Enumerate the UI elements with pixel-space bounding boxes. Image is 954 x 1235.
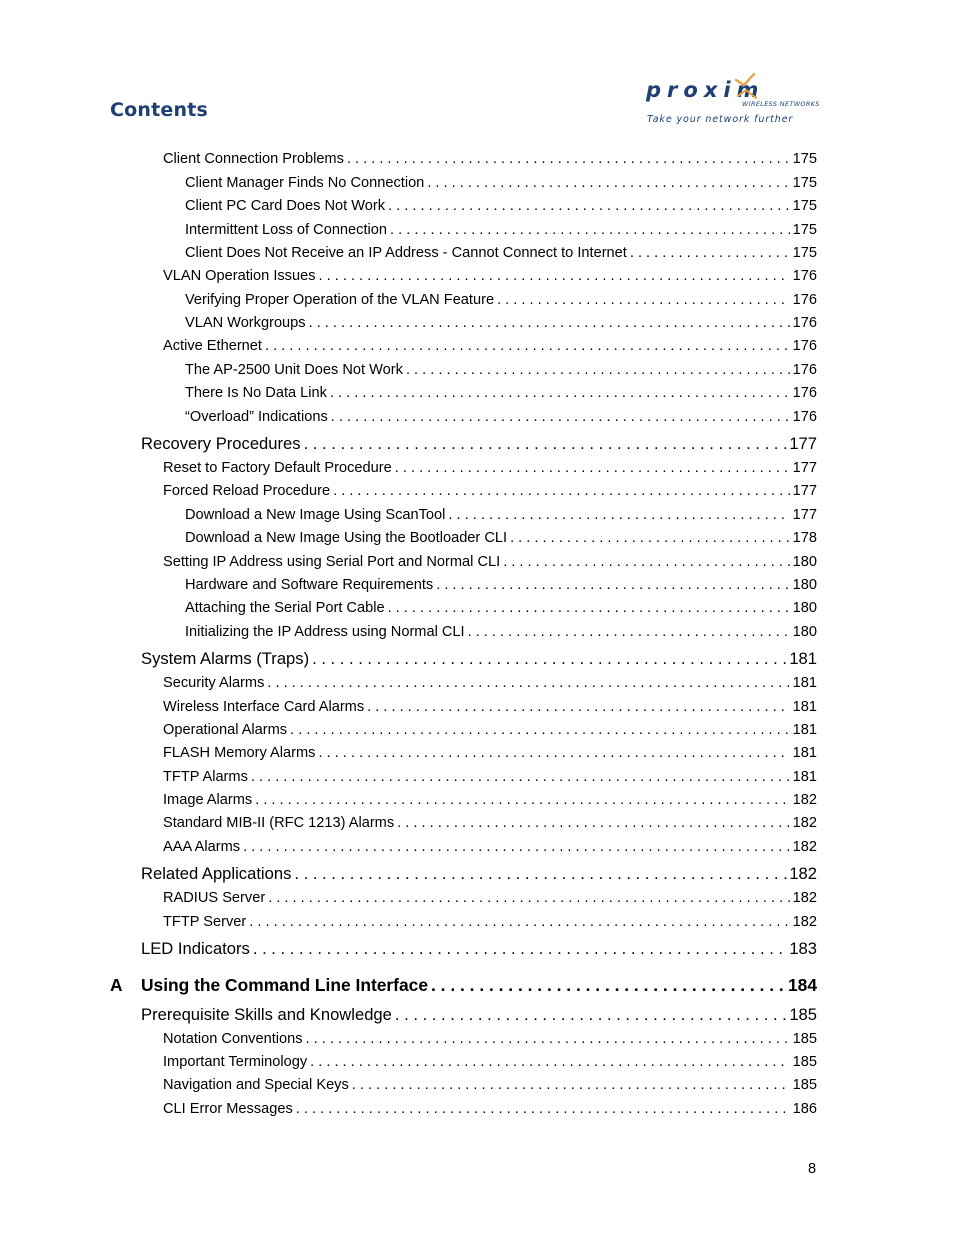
toc-entry-label: AAA Alarms [163, 839, 241, 855]
toc-entry-label: Wireless Interface Card Alarms [163, 699, 365, 715]
toc-entry[interactable] [141, 434, 817, 454]
toc-entry-label: Recovery Procedures [141, 434, 301, 453]
appendix-letter: A [110, 975, 123, 995]
toc-entry-label: Client Manager Finds No Connection [185, 175, 425, 191]
toc-entry-page: 181 [792, 699, 817, 715]
toc-dot-leader [267, 675, 789, 691]
toc-entry-page: 181 [792, 675, 817, 691]
toc-entry[interactable] [141, 1005, 817, 1025]
toc-entry-page: 178 [792, 530, 817, 546]
toc-dot-leader [331, 409, 790, 425]
toc-dot-leader [318, 745, 789, 761]
toc-entry-label: There Is No Data Link [185, 385, 327, 401]
toc-dot-leader [249, 914, 789, 930]
toc-dot-leader [397, 815, 789, 831]
toc-entry[interactable] [185, 530, 817, 546]
toc-dot-leader [431, 975, 788, 996]
toc-entry-label: Notation Conventions [163, 1031, 303, 1047]
toc-entry[interactable] [185, 362, 817, 378]
toc-entry-page: 186 [792, 1101, 817, 1117]
toc-entry-page: 175 [792, 198, 817, 214]
toc-entry[interactable] [163, 699, 817, 715]
toc-entry-page: 176 [792, 315, 817, 331]
toc-entry-page: 182 [792, 914, 817, 930]
toc-entry-page: 182 [789, 864, 817, 883]
toc-entry-page: 180 [792, 577, 817, 593]
toc-entry[interactable] [163, 675, 817, 691]
toc-entry-page: 185 [792, 1054, 817, 1070]
toc-dot-leader [436, 577, 789, 593]
toc-entry-page: 181 [792, 722, 817, 738]
toc-entry[interactable] [141, 649, 817, 669]
toc-entry[interactable] [163, 554, 817, 570]
toc-dot-leader [330, 385, 790, 401]
toc-entry-label: LED Indicators [141, 939, 250, 958]
toc-entry[interactable] [163, 460, 817, 476]
toc-entry[interactable] [185, 198, 817, 214]
toc-entry-label: Forced Reload Procedure [163, 483, 331, 499]
toc-dot-leader [309, 315, 790, 331]
toc-entry-page: 181 [792, 745, 817, 761]
toc-dot-leader [306, 1031, 790, 1047]
toc-entry-page: 180 [792, 600, 817, 616]
toc-dot-leader [352, 1077, 790, 1093]
toc-dot-leader [312, 649, 789, 669]
toc-entry-label: Verifying Proper Operation of the VLAN Feature [185, 292, 495, 308]
toc-entry-label: Client PC Card Does Not Work [185, 198, 386, 214]
toc-entry[interactable] [163, 914, 817, 930]
toc-entry-label: Important Terminology [163, 1054, 308, 1070]
toc-entry[interactable] [141, 864, 817, 884]
toc-entry-label: Client Does Not Receive an IP Address - Cannot Connect to Internet [185, 245, 627, 261]
toc-dot-leader [243, 839, 790, 855]
toc-entry-page: 182 [792, 839, 817, 855]
toc-entry[interactable] [185, 385, 817, 401]
toc-entry[interactable] [163, 792, 817, 808]
toc-dot-leader [347, 151, 790, 167]
toc-entry-page: 184 [787, 975, 817, 995]
toc-entry[interactable] [163, 268, 817, 284]
toc-entry-label: System Alarms (Traps) [141, 649, 310, 668]
toc-entry-page: 175 [792, 222, 817, 238]
toc-dot-leader [388, 198, 790, 214]
toc-entry[interactable] [185, 409, 817, 425]
toc-dot-leader [265, 338, 790, 354]
toc-dot-leader [406, 362, 790, 378]
toc-dot-leader [290, 722, 790, 738]
toc-dot-leader [294, 864, 789, 884]
page-title: Contents [110, 99, 209, 121]
toc-dot-leader [304, 434, 790, 454]
toc-entry[interactable] [185, 245, 817, 261]
toc-entry-label: The AP-2500 Unit Does Not Work [185, 362, 403, 378]
toc-entry[interactable] [163, 769, 817, 785]
toc-entry[interactable] [185, 175, 817, 191]
toc-entry[interactable] [163, 1101, 817, 1117]
toc-entry-label: Related Applications [141, 864, 292, 883]
toc-entry[interactable] [163, 483, 817, 499]
toc-entry-label: Initializing the IP Address using Normal CLI [185, 624, 465, 640]
toc-entry-label: TFTP Server [163, 914, 247, 930]
toc-dot-leader [333, 483, 790, 499]
toc-entry[interactable] [185, 292, 817, 308]
toc-entry-page: 177 [789, 434, 817, 453]
toc-entry-page: 175 [792, 245, 817, 261]
toc-dot-leader [395, 460, 790, 476]
toc-entry-label: Download a New Image Using ScanTool [185, 507, 446, 523]
toc-dot-leader [630, 245, 790, 261]
toc-entry-label: Active Ethernet [163, 338, 262, 354]
proxim-logo [640, 68, 820, 130]
toc-dot-leader [310, 1054, 790, 1070]
toc-entry-label: Intermittent Loss of Connection [185, 222, 387, 238]
toc-entry[interactable] [163, 1031, 817, 1047]
logo-subtitle: WIRELESS NETWORKS [742, 100, 820, 108]
toc-entry-page: 176 [792, 292, 817, 308]
toc-entry-label: Setting IP Address using Serial Port and Normal CLI [163, 554, 501, 570]
logo-tagline: Take your network further [647, 114, 794, 125]
toc-entry-page: 180 [792, 554, 817, 570]
toc-entry-page: 175 [792, 151, 817, 167]
toc-entry-page: 176 [792, 268, 817, 284]
toc-dot-leader [253, 939, 789, 959]
toc-dot-leader [296, 1101, 790, 1117]
toc-entry[interactable] [163, 890, 817, 906]
toc-entry-label: Operational Alarms [163, 722, 288, 738]
toc-entry-label: Prerequisite Skills and Knowledge [141, 1005, 392, 1024]
toc-dot-leader [448, 507, 789, 523]
toc-entry[interactable] [163, 1054, 817, 1070]
toc-entry-label: Security Alarms [163, 675, 265, 691]
toc-entry[interactable] [141, 975, 817, 996]
toc-entry-page: 182 [792, 890, 817, 906]
toc-entry[interactable] [185, 507, 817, 523]
toc-entry-page: 182 [792, 815, 817, 831]
toc-entry-label: VLAN Operation Issues [163, 268, 316, 284]
toc-entry-label: CLI Error Messages [163, 1101, 293, 1117]
toc-entry-label: Image Alarms [163, 792, 253, 808]
toc-dot-leader [427, 175, 789, 191]
toc-entry-label: Download a New Image Using the Bootloader CLI [185, 530, 508, 546]
toc-dot-leader [268, 890, 789, 906]
toc-dot-leader [255, 792, 789, 808]
toc-entry-page: 176 [792, 362, 817, 378]
toc-dot-leader [395, 1005, 789, 1025]
toc-dot-leader [367, 699, 790, 715]
toc-entry-label: TFTP Alarms [163, 769, 248, 785]
toc-entry-label: Attaching the Serial Port Cable [185, 600, 385, 616]
page-number: 8 [808, 1161, 817, 1177]
toc-dot-leader [503, 554, 789, 570]
toc-entry-label: “Overload” Indications [185, 409, 328, 425]
toc-entry[interactable] [163, 722, 817, 738]
toc-dot-leader [497, 292, 790, 308]
toc-entry-page: 185 [789, 1005, 817, 1024]
toc-entry-page: 175 [792, 175, 817, 191]
toc-entry[interactable] [163, 338, 817, 354]
toc-entry-label: Standard MIB-II (RFC 1213) Alarms [163, 815, 395, 831]
toc-entry-label: Hardware and Software Requirements [185, 577, 434, 593]
toc-entry[interactable] [185, 624, 817, 640]
toc-entry-page: 181 [789, 649, 817, 668]
toc-dot-leader [468, 624, 790, 640]
toc-entry[interactable] [163, 815, 817, 831]
toc-entry[interactable] [185, 577, 817, 593]
toc-entry-label: FLASH Memory Alarms [163, 745, 316, 761]
toc-entry[interactable] [163, 839, 817, 855]
toc-entry[interactable] [163, 1077, 817, 1093]
toc-entry-page: 176 [792, 409, 817, 425]
toc-entry-label: Reset to Factory Default Procedure [163, 460, 392, 476]
toc-dot-leader [388, 600, 790, 616]
toc-entry-page: 177 [792, 507, 817, 523]
toc-entry[interactable] [185, 222, 817, 238]
toc-entry-page: 182 [792, 792, 817, 808]
toc-entry-label: RADIUS Server [163, 890, 266, 906]
toc-entry-label: Using the Command Line Interface [141, 975, 428, 995]
toc-entry[interactable] [141, 939, 817, 959]
toc-entry-page: 177 [792, 460, 817, 476]
toc-entry-label: VLAN Workgroups [185, 315, 306, 331]
toc-entry[interactable] [163, 151, 817, 167]
toc-entry-page: 180 [792, 624, 817, 640]
toc-entry-page: 185 [792, 1077, 817, 1093]
toc-dot-leader [319, 268, 790, 284]
toc-entry[interactable] [185, 315, 817, 331]
logo-wordmark: proxim [646, 78, 765, 102]
toc-dot-leader [390, 222, 790, 238]
toc-entry[interactable] [163, 745, 817, 761]
toc-entry[interactable] [185, 600, 817, 616]
toc-entry-label: Navigation and Special Keys [163, 1077, 349, 1093]
toc-dot-leader [510, 530, 790, 546]
toc-entry-page: 176 [792, 385, 817, 401]
toc-entry-page: 185 [792, 1031, 817, 1047]
toc-entry-page: 177 [792, 483, 817, 499]
toc-dot-leader [251, 769, 790, 785]
toc-entry-label: Client Connection Problems [163, 151, 344, 167]
toc-entry-page: 183 [789, 939, 817, 958]
toc-entry-page: 176 [792, 338, 817, 354]
toc-entry-page: 181 [792, 769, 817, 785]
